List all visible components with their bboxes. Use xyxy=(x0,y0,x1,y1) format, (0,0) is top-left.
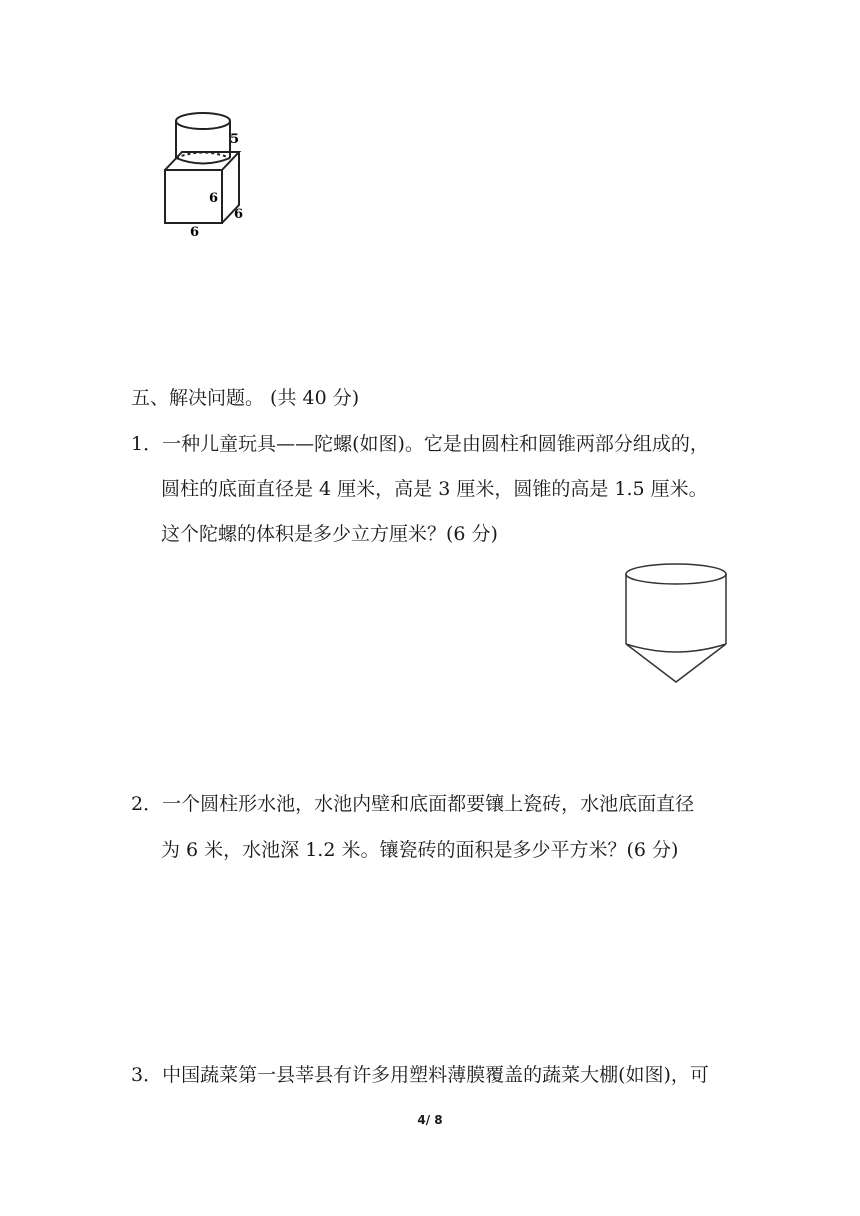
question-1-line-1: 1．一种儿童玩具——陀螺(如图)。它是由圆柱和圆锥两部分组成的， xyxy=(131,433,709,455)
question-2-line-1: 2．一个圆柱形水池，水池内壁和底面都要镶上瓷砖，水池底面直径 xyxy=(131,793,695,815)
cylinder-bottom-hidden xyxy=(176,153,230,159)
question-3-line-1: 3．中国蔬菜第一县莘县有许多用塑料薄膜覆盖的蔬菜大棚(如图)，可 xyxy=(131,1064,709,1086)
question-1-line-3: 这个陀螺的体积是多少立方厘米？(6 分) xyxy=(161,523,498,545)
cylinder-on-cube-figure xyxy=(150,105,260,240)
cube-height-label: 6 xyxy=(209,191,219,206)
question-1-line-2: 圆柱的底面直径是 4 厘米，高是 3 厘米，圆锥的高是 1.5 厘米。 xyxy=(161,478,708,500)
cylinder-bottom-front xyxy=(176,158,230,164)
cube-width-label: 6 xyxy=(190,225,200,240)
top-cone xyxy=(626,644,726,682)
top-cylinder-bottom xyxy=(626,644,726,652)
cube-depth-label: 6 xyxy=(234,207,244,222)
question-2-line-2: 为 6 米，水池深 1.2 米。镶瓷砖的面积是多少平方米？(6 分) xyxy=(161,839,679,861)
cylinder-height-label: 5 xyxy=(230,132,240,147)
cylinder-top-ellipse xyxy=(176,113,230,129)
section-title: 五、解决问题。 (共 40 分) xyxy=(131,387,360,409)
page-number: 4/ 8 xyxy=(417,1113,443,1127)
spinning-top-figure xyxy=(620,558,732,688)
top-cylinder-ellipse xyxy=(626,564,726,584)
